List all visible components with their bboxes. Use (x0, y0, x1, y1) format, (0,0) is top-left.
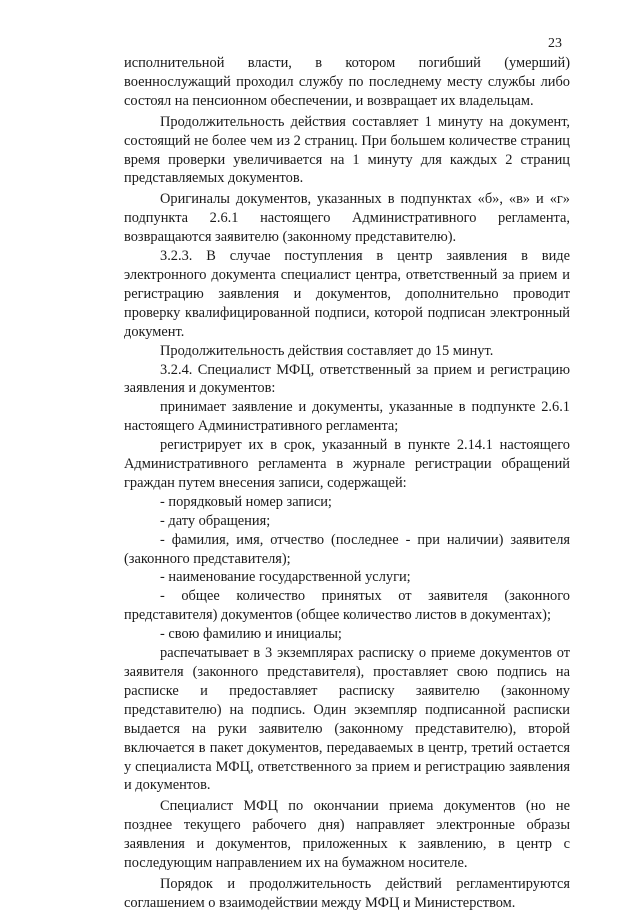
list-item: - фамилия, имя, отчество (последнее - при наличии) заявителя (законного представителя); (124, 531, 570, 567)
paragraph: Оригиналы документов, указанных в подпунктах «б», «в» и «г» подпункта 2.6.1 настоящего Административного регламента, возвращаются заявителю (законному представителю). (124, 191, 570, 246)
paragraph: Порядок и продолжительность действий регламентируются соглашением о взаимодействии между МФЦ и Министерством. (124, 875, 570, 911)
paragraph: 3.2.4. Специалист МФЦ, ответственный за прием и регистрацию заявления и документов: (124, 361, 570, 397)
list-item: - порядковый номер записи; (160, 493, 332, 510)
paragraph: принимает заявление и документы, указанные в подпункте 2.6.1 настоящего Административного регламента; (124, 399, 570, 435)
paragraph: распечатывает в 3 экземплярах расписку о приеме документов от заявителя (законного представителя), проставляет свою подпись на расписке и предоставляет расписку заявителю (законному представителю) на подпись. Один экземпляр подписанной расписки выдается на руки заявителю (законному представителю), второй включается в пакет документов, передаваемых в центр, третий остается у специалиста МФЦ, ответственного за прием и регистрацию заявления и документов. (124, 645, 570, 794)
paragraph: Специалист МФЦ по окончании приема документов (но не позднее текущего рабочего дня) направляет электронные образы заявления и документов, приложенных к заявлению, в центр с последующим направлением их на бумажном носителе. (124, 798, 570, 872)
document-body (124, 54, 570, 913)
paragraph: Продолжительность действия составляет 1 минуту на документ, состоящий не более чем из 2 страниц. При большем количестве страниц время проверки увеличивается на 1 минуту для каждых 2 страниц представляемых документов. (124, 113, 570, 187)
list-item: - общее количество принятых от заявителя (законного представителя) документов (общее количество листов в документах); (124, 588, 570, 624)
page-number: 23 (548, 36, 562, 51)
paragraph: регистрирует их в срок, указанный в пункте 2.14.1 настоящего Административного регламента в журнале регистрации обращений граждан путем внесения записи, содержащей: (124, 437, 570, 491)
list-item: - наименование государственной услуги; (160, 569, 411, 586)
paragraph: Продолжительность действия составляет до 15 минут. (160, 342, 494, 359)
paragraph: исполнительной власти, в котором погибший (умерший) военнослужащий проходил службу по последнему месту службы либо состоял на пенсионном обеспечении, и возвращает их владельцам. (124, 55, 570, 109)
paragraph: 3.2.3. В случае поступления в центр заявления в виде электронного документа специалист центра, ответственный за прием и регистрацию заявления и документов, дополнительно проводит проверку квалифицированной подписи, которой подписан электронный документ. (124, 248, 570, 340)
list-item: - свою фамилию и инициалы; (160, 626, 342, 643)
list-item: - дату обращения; (160, 512, 271, 529)
